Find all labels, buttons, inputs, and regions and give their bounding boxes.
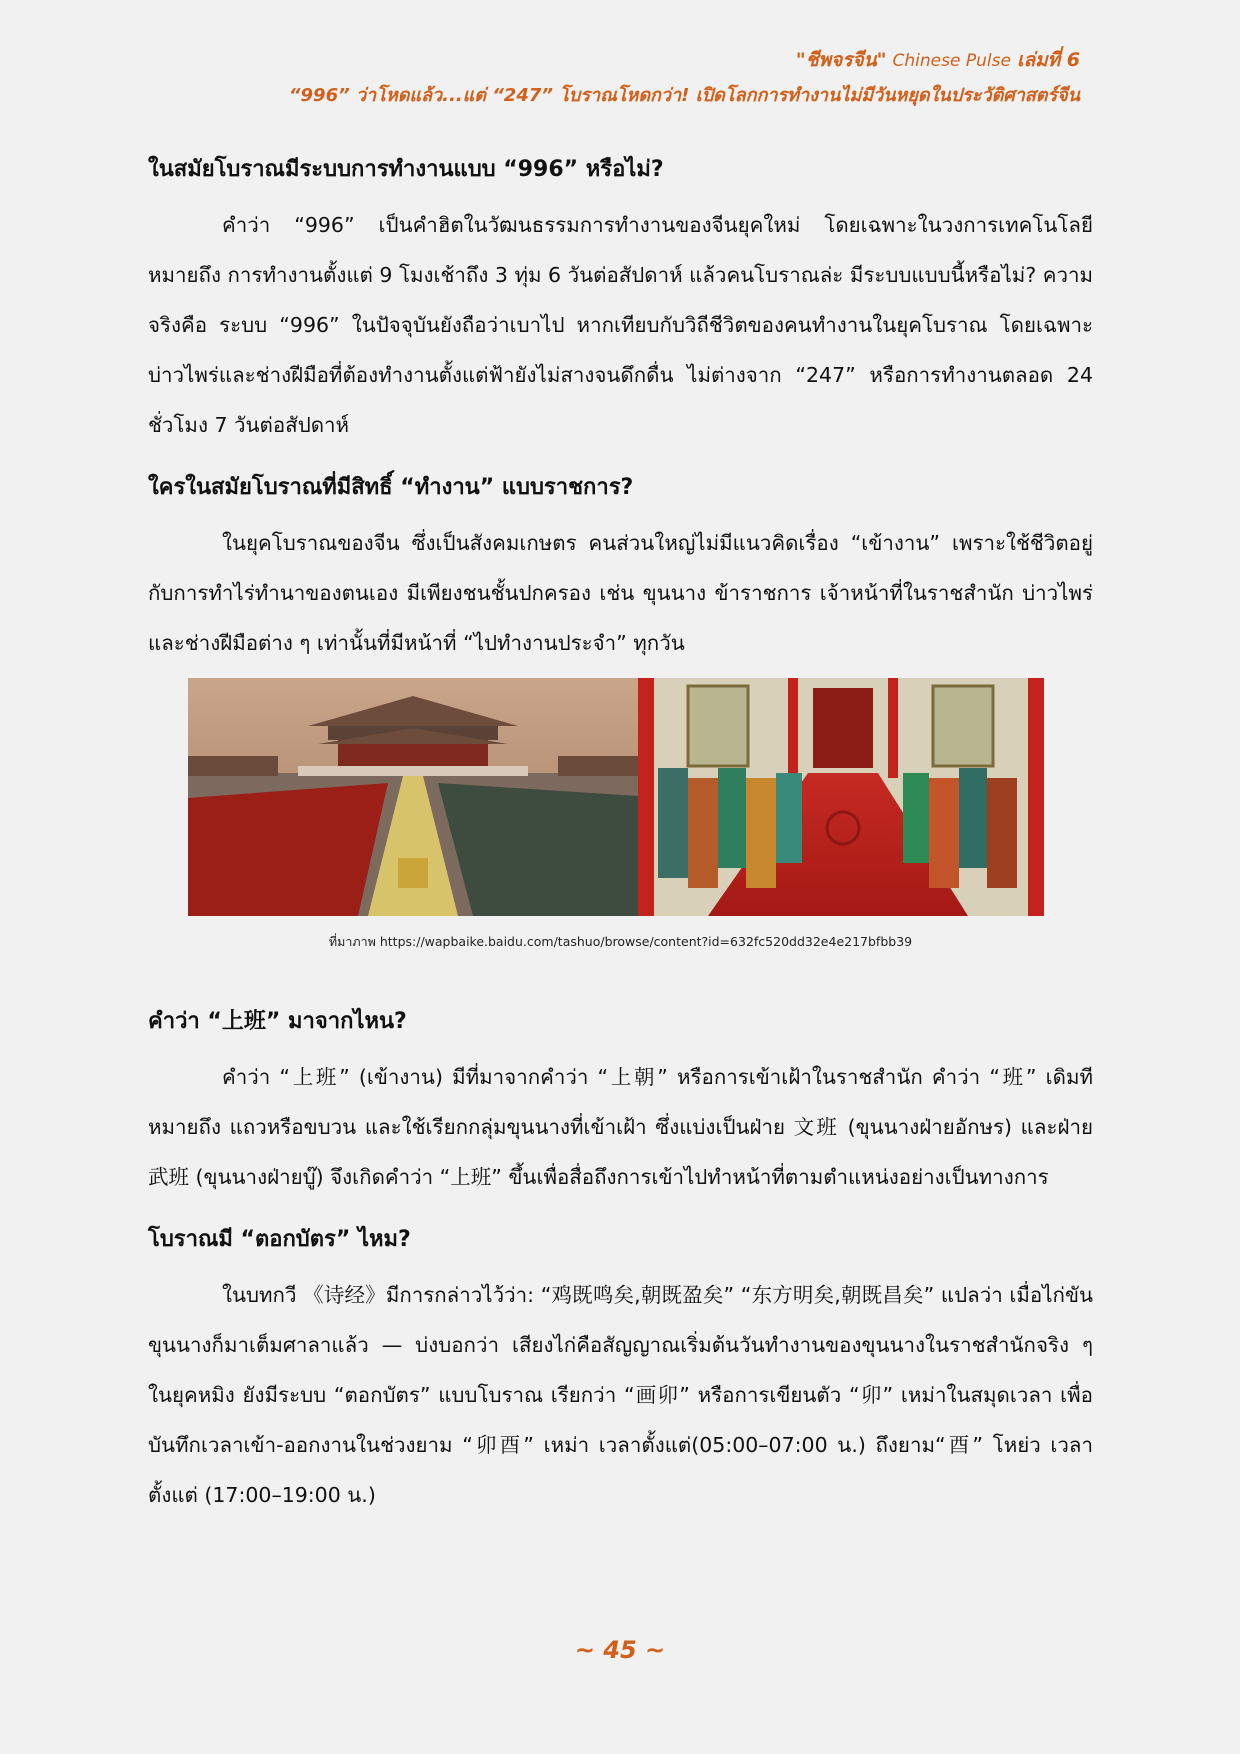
section-4-paragraph: ในบทกวี 《诗经》มีการกล่าวไว้ว่า: “鸡既鸣矣,朝既盈矣” “东方明矣,朝既昌矣” แปลว่า เมื่อไก่ขัน ขุนนางก็มาเต็มศาลาแล้ว — บ่งบอกว่า เสียงไก่คือสัญญาณเริ่มต้นวันทำงานของขุนนางในราชสำนักจริง ๆ ในยุคหมิง ยังมีระบบ “ตอกบัตร” แบบโบราณ เรียกว่า “画卯” หรือการเขียนตัว “卯” เหม่าในสมุดเวลา เพื่อบันทึกเวลาเข้า-ออกงานในช่วงยาม “卯酉” เหม่า เวลาตั้งแต่(05:00–07:00 น.) ถึงยาม“酉” โหย่ว เวลาตั้งแต่ (17:00–19:00 น.) — [148, 1283, 1093, 1507]
article-body — [148, 140, 1093, 1520]
section-3-heading: คำว่า “上班” มาจากไหน? — [148, 1009, 407, 1034]
section-1-paragraph: คำว่า “996” เป็นคำฮิตในวัฒนธรรมการทำงานของจีนยุคใหม่ โดยเฉพาะในวงการเทคโนโลยี หมายถึง การทำงานตั้งแต่ 9 โมงเช้าถึง 3 ทุ่ม 6 วันต่อสัปดาห์ แล้วคนโบราณล่ะ มีระบบแบบนี้หรือไม่? ความจริงคือ ระบบ “996” ในปัจจุบันยังถือว่าเบาไป หากเทียบกับวิถีชีวิตของคนทำงานในยุคโบราณ โดยเฉพาะบ่าวไพร่และช่างฝีมือที่ต้องทำงานตั้งแต่ฟ้ายังไม่สางจนดึกดื่น ไม่ต่างจาก “247” หรือการทำงานตลอด 24 ชั่วโมง 7 วันต่อสัปดาห์ — [148, 213, 1093, 437]
section-4-heading: โบราณมี “ตอกบัตร” ไหม? — [148, 1227, 411, 1252]
imperial-court-scene — [638, 678, 1044, 916]
image-caption: ที่มาภาพ https://wapbaike.baidu.com/tashuo/browse/content?id=632fc520dd32e4e217bfbb39 — [328, 934, 913, 949]
section-3-paragraph: คำว่า “上班” (เข้างาน) มีที่มาจากคำว่า “上朝” หรือการเข้าเฝ้าในราชสำนัก คำว่า “班” เดิมทีหมายถึง แถวหรือขบวน และใช้เรียกกลุ่มขุนนางที่เข้าเฝ้า ซึ่งแบ่งเป็นฝ่าย 文班 (ขุนนางฝ่ายอักษร) และฝ่าย 武班 (ขุนนางฝ่ายบู๊) จึงเกิดคำว่า “上班” ขึ้นเพื่อสื่อถึงการเข้าไปทำหน้าที่ตามตำแหน่งอย่างเป็นทางการ — [148, 1065, 1093, 1189]
header-series-line — [289, 46, 1080, 75]
header-series-en: Chinese Pulse — [892, 51, 1011, 71]
section-2-heading: ใครในสมัยโบราณที่มีสิทธิ์ “ทำงาน” แบบราชการ? — [148, 475, 634, 500]
section-2-paragraph: ในยุคโบราณของจีน ซึ่งเป็นสังคมเกษตร คนส่วนใหญ่ไม่มีแนวคิดเรื่อง “เข้างาน” เพราะใช้ชีวิตอยู่กับการทำไร่ทำนาของตนเอง มีเพียงชนชั้นปกครอง เช่น ขุนนาง ข้าราชการ เจ้าหน้าที่ในราชสำนัก บ่าวไพร่ และช่างฝีมือต่าง ๆ เท่านั้นที่มีหน้าที่ “ไปทำงานประจำ” ทุกวัน — [148, 531, 1093, 655]
header-article-title: “996” ว่าโหดแล้ว...แต่ “247” โบราณโหดกว่า! เปิดโลกการทำงานไม่มีวันหยุดในประวัติศาสตร์จีน — [288, 85, 1080, 106]
court-illustration — [188, 678, 1044, 916]
page-header — [289, 46, 1080, 113]
palace-square-scene — [188, 678, 638, 916]
court-image — [188, 678, 1044, 916]
page-number: ~ 45 ~ — [574, 1636, 666, 1664]
header-series-title: "ชีพจรจีน" — [795, 49, 887, 71]
header-volume: เล่มที่ 6 — [1016, 49, 1080, 71]
section-1-heading: ในสมัยโบราณมีระบบการทำงานแบบ “996” หรือไม่? — [148, 157, 664, 182]
